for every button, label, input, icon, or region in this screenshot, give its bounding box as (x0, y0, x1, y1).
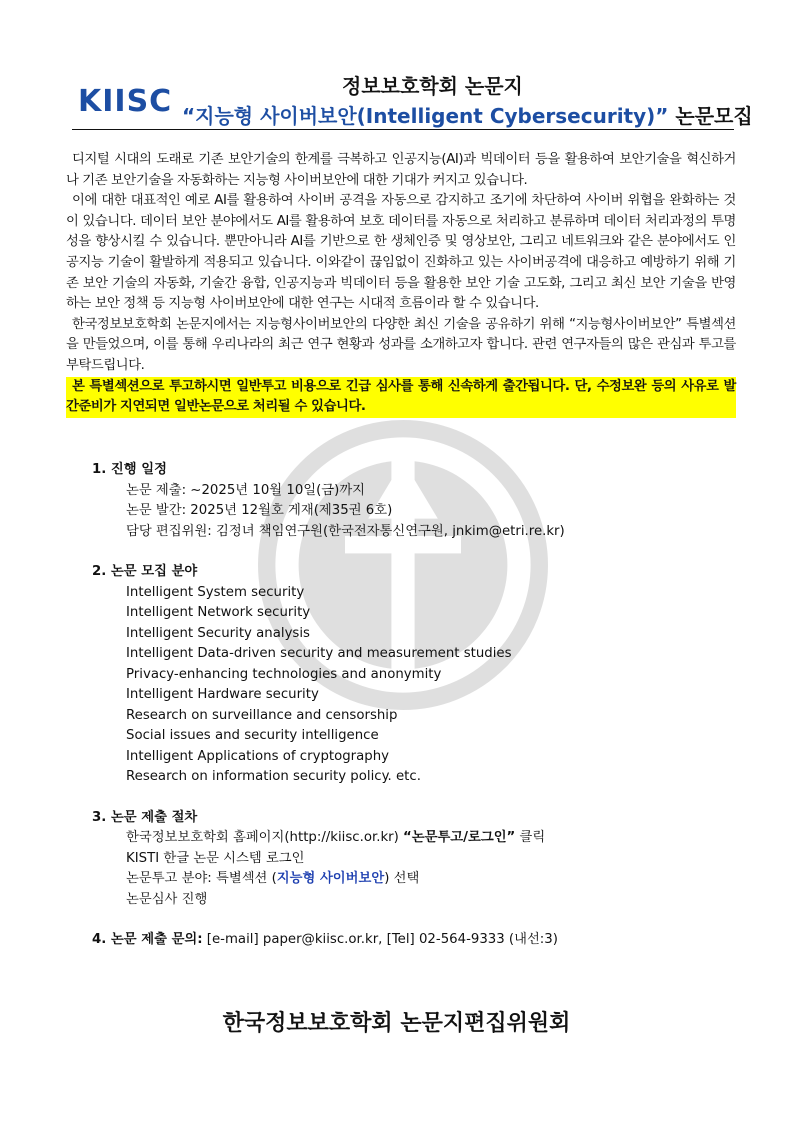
contact-title: 4. 논문 제출 문의: (92, 932, 203, 947)
call-for-papers-label: 논문모집 (668, 104, 753, 128)
list-item: Intelligent Hardware security (126, 687, 319, 702)
details-sections (92, 460, 732, 971)
list-item (126, 869, 732, 890)
list-item: 담당 편집위원: 김정녀 책임연구원(한국전자통신연구원, jnkim@etri.re.kr) (126, 523, 565, 539)
introduction (66, 150, 736, 418)
intro-paragraph-1: 디지털 시대의 도래로 기존 보안기술의 한계를 극복하고 인공지능(AI)과 빅데이터 등을 활용하여 보안기술을 혁신하거나 기존 보안기술을 자동화하는 지능형 사이버보안에 대한 기대가 커지고 있습니다. (66, 152, 736, 188)
header-divider (72, 129, 734, 130)
submit-login-menu-label: “논문투고/로그인” (403, 830, 516, 845)
click-label: 클릭 (515, 830, 546, 845)
committee-signature: 한국정보보호학회 논문지편집위원회 (222, 1011, 571, 1036)
document-header (72, 70, 753, 132)
list-item: Intelligent System security (126, 584, 305, 600)
call-for-papers-title (182, 100, 753, 129)
fast-track-notice: 본 특별섹션으로 투고하시면 일반투고 비용으로 긴급 심사를 통해 신속하게 출간됩니다. 단, 수정보완 등의 사유로 발간준비가 지연되면 일반논문으로 처리될 수 있습니다. (66, 377, 736, 418)
fields-title: 2. 논문 모집 분야 (92, 564, 198, 579)
list-item: Social issues and security intelligence (126, 728, 379, 743)
select-label: ) 선택 (384, 871, 420, 886)
list-item: Intelligent Applications of cryptography (126, 748, 390, 764)
list-item: 논문심사 진행 (126, 891, 208, 907)
list-item: Intelligent Data-driven security and measurement studies (126, 646, 512, 661)
list-item: 논문 발간: 2025년 12월호 게재(제35권 6호) (126, 503, 393, 518)
schedule-section (92, 460, 732, 542)
category-step-text: 논문투고 분야: 특별섹션 ( (126, 871, 277, 886)
list-item: KISTI 한글 논문 시스템 로그인 (126, 850, 305, 866)
fields-section (92, 562, 732, 788)
special-section-name: “지능형 사이버보안(Intelligent Cybersecurity)” (182, 104, 669, 128)
schedule-title: 1. 진행 일정 (92, 462, 167, 477)
list-item: 논문 제출: ~2025년 10월 10일(금)까지 (126, 482, 366, 498)
contact-section (92, 930, 732, 951)
procedure-title: 3. 논문 제출 절차 (92, 809, 198, 825)
kiisc-logo: KIISC (78, 84, 173, 119)
list-item: Privacy-enhancing technologies and anonymity (126, 666, 442, 682)
list-item: Research on information security policy. etc. (126, 769, 421, 784)
list-item: Intelligent Network security (126, 605, 311, 620)
special-section-option: 지능형 사이버보안 (276, 871, 385, 886)
contact-details: [e-mail] paper@kiisc.or.kr, [Tel] 02-564-9333 (내선:3) (202, 932, 558, 947)
journal-title: 정보보호학회 논문지 (342, 74, 523, 98)
procedure-section (92, 808, 732, 911)
intro-paragraph-3: 한국정보보호학회 논문지에서는 지능형사이버보안의 다양한 최신 기술을 공유하기 위해 “지능형사이버보안” 특별섹션을 만들었으며, 이를 통해 우리나라의 최근 연구 현황과 성과를 소개하고자 합니다. 관련 연구자들의 많은 관심과 투고를 부탁드립니다. (66, 316, 736, 373)
list-item (126, 828, 732, 849)
list-item: Research on surveillance and censorship (126, 707, 398, 723)
list-item: Intelligent Security analysis (126, 625, 310, 641)
intro-paragraph-2: 이에 대한 대표적인 예로 AI를 활용하여 사이버 공격을 자동으로 감지하고 조기에 차단하여 사이버 위협을 완화하는 것이 있습니다. 데이터 보안 분야에서도 AI를 활용하여 보호 데이터를 자동으로 처리하고 분류하며 데이터 처리과정의 투명성을 향상시킬 수 있습니다. 뿐만아니라 AI를 기반으로 한 생체인증 및 영상보안, 그리고 네트워크와 같은 분야에서도 인공지능 기술이 활발하게 적용되고 있습니다. 이와같이 끊임없이 진화하고 있는 사이버공격에 대응하고 예방하기 위해 기존 보안 기술의 자동화, 기술간 융합, 인공지능과 빅데이터 등을 활용한 보안 기술 고도화, 그리고 최신 보안 기술을 반영하는 보안 정책 등 지능형 사이버보안에 대한 연구는 시대적 흐름이라 할 수 있습니다. (66, 193, 736, 312)
homepage-step-text: 한국정보보호학회 홈페이지(http://kiisc.or.kr) (126, 830, 404, 845)
